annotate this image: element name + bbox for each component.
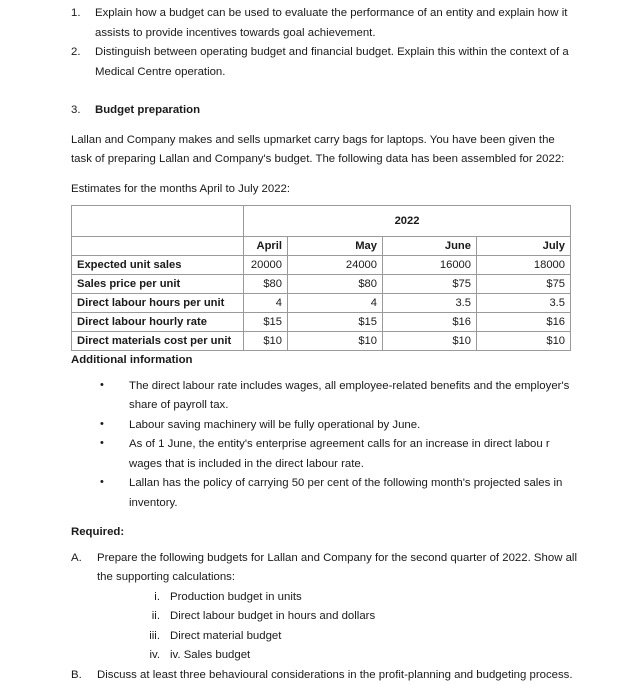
table-cell: $10 bbox=[244, 332, 288, 351]
additional-information-heading: Additional information bbox=[71, 351, 574, 371]
table-row bbox=[72, 332, 571, 351]
list-item bbox=[100, 377, 574, 416]
additional-information-list bbox=[0, 377, 640, 514]
list-marker: iii. bbox=[134, 627, 160, 647]
list-marker: iv. bbox=[134, 646, 160, 666]
list-item bbox=[71, 43, 576, 82]
table-row-label: Sales price per unit bbox=[72, 275, 244, 294]
bullet-icon: • bbox=[100, 376, 104, 396]
list-marker: ii. bbox=[134, 607, 160, 627]
table-rowlabel-blank bbox=[72, 237, 244, 256]
required-list bbox=[0, 549, 640, 588]
table-cell: $75 bbox=[477, 275, 571, 294]
list-item bbox=[134, 588, 640, 608]
subitem-text: Direct labour budget in hours and dollars bbox=[170, 610, 375, 622]
section-3-intro: Lallan and Company makes and sells upmarket carry bags for laptops. You have been given the task of preparing Lallan and Company's budget. The following data has been assembled for 2022: bbox=[71, 131, 574, 170]
question-text: Explain how a budget can be used to evaluate the performance of an entity and explain how it assists to provide incentives towards goal achievement. bbox=[95, 7, 567, 39]
table-col-header-july: July bbox=[477, 237, 571, 256]
list-item bbox=[134, 627, 640, 647]
table-caption: Estimates for the months April to July 2022: bbox=[71, 180, 574, 200]
list-item bbox=[100, 416, 574, 436]
list-item bbox=[100, 435, 574, 474]
table-corner-cell bbox=[72, 206, 244, 237]
section-title: Budget preparation bbox=[95, 104, 200, 116]
bullet-icon: • bbox=[100, 473, 104, 493]
bullet-icon: • bbox=[100, 434, 104, 454]
question-text: Distinguish between operating budget and financial budget. Explain this within the context of a Medical Centre operation. bbox=[95, 46, 569, 78]
table-year-header: 2022 bbox=[244, 206, 571, 237]
table-col-header-april: April bbox=[244, 237, 288, 256]
required-item-text: Prepare the following budgets for Lallan and Company for the second quarter of 2022. Show all the supporting calculations: bbox=[97, 552, 577, 584]
bullet-icon: • bbox=[100, 415, 104, 435]
bullet-text: As of 1 June, the entity's enterprise agreement calls for an increase in direct labou r wages that is included in the direct labour rate. bbox=[129, 438, 550, 470]
table-col-header-june: June bbox=[383, 237, 477, 256]
table-cell: $16 bbox=[383, 313, 477, 332]
table-row-label: Direct materials cost per unit bbox=[72, 332, 244, 351]
table-cell: $80 bbox=[244, 275, 288, 294]
table-cell: $10 bbox=[288, 332, 383, 351]
table-row-year bbox=[72, 206, 571, 237]
required-list-b bbox=[0, 666, 640, 685]
list-marker: i. bbox=[134, 588, 160, 608]
question-list bbox=[0, 0, 640, 82]
list-item bbox=[134, 646, 640, 666]
list-marker: B. bbox=[71, 666, 89, 685]
table-cell: $10 bbox=[383, 332, 477, 351]
bullet-text: Lallan has the policy of carrying 50 per cent of the following month's projected sales in inventory. bbox=[129, 477, 562, 509]
table-row-label: Expected unit sales bbox=[72, 256, 244, 275]
table-cell: $75 bbox=[383, 275, 477, 294]
table-col-header-may: May bbox=[288, 237, 383, 256]
list-marker: A. bbox=[71, 549, 89, 569]
list-item bbox=[71, 549, 582, 588]
required-sublist bbox=[0, 588, 640, 666]
table-cell: $10 bbox=[477, 332, 571, 351]
table-cell: $80 bbox=[288, 275, 383, 294]
table-row-label: Direct labour hourly rate bbox=[72, 313, 244, 332]
list-item bbox=[71, 666, 582, 685]
list-marker: 1. bbox=[71, 4, 87, 24]
table-cell: 3.5 bbox=[477, 294, 571, 313]
table-row bbox=[72, 294, 571, 313]
table-row-months bbox=[72, 237, 571, 256]
table-row bbox=[72, 256, 571, 275]
list-marker: 2. bbox=[71, 43, 87, 63]
subitem-text: Direct material budget bbox=[170, 630, 281, 642]
table-cell: 4 bbox=[244, 294, 288, 313]
list-item bbox=[71, 4, 576, 43]
estimates-table bbox=[71, 205, 571, 351]
list-marker: 3. bbox=[71, 101, 81, 121]
table-cell: 18000 bbox=[477, 256, 571, 275]
table-cell: 16000 bbox=[383, 256, 477, 275]
list-item bbox=[134, 607, 640, 627]
table-cell: 24000 bbox=[288, 256, 383, 275]
table-row-label: Direct labour hours per unit bbox=[72, 294, 244, 313]
table-row bbox=[72, 275, 571, 294]
table-cell: 20000 bbox=[244, 256, 288, 275]
table-cell: $16 bbox=[477, 313, 571, 332]
bullet-text: Labour saving machinery will be fully operational by June. bbox=[129, 419, 420, 431]
table-cell: $15 bbox=[244, 313, 288, 332]
table-cell: 4 bbox=[288, 294, 383, 313]
table-row bbox=[72, 313, 571, 332]
table-cell: $15 bbox=[288, 313, 383, 332]
list-item bbox=[100, 474, 574, 513]
subitem-text: Production budget in units bbox=[170, 591, 302, 603]
required-heading: Required: bbox=[71, 523, 640, 543]
bullet-text: The direct labour rate includes wages, all employee-related benefits and the employer's share of payroll tax. bbox=[129, 380, 569, 412]
subitem-text: iv. Sales budget bbox=[170, 649, 250, 661]
table-cell: 3.5 bbox=[383, 294, 477, 313]
section-3-heading bbox=[71, 101, 640, 121]
required-item-text: Discuss at least three behavioural considerations in the profit-planning and budgeting process. bbox=[97, 669, 573, 681]
